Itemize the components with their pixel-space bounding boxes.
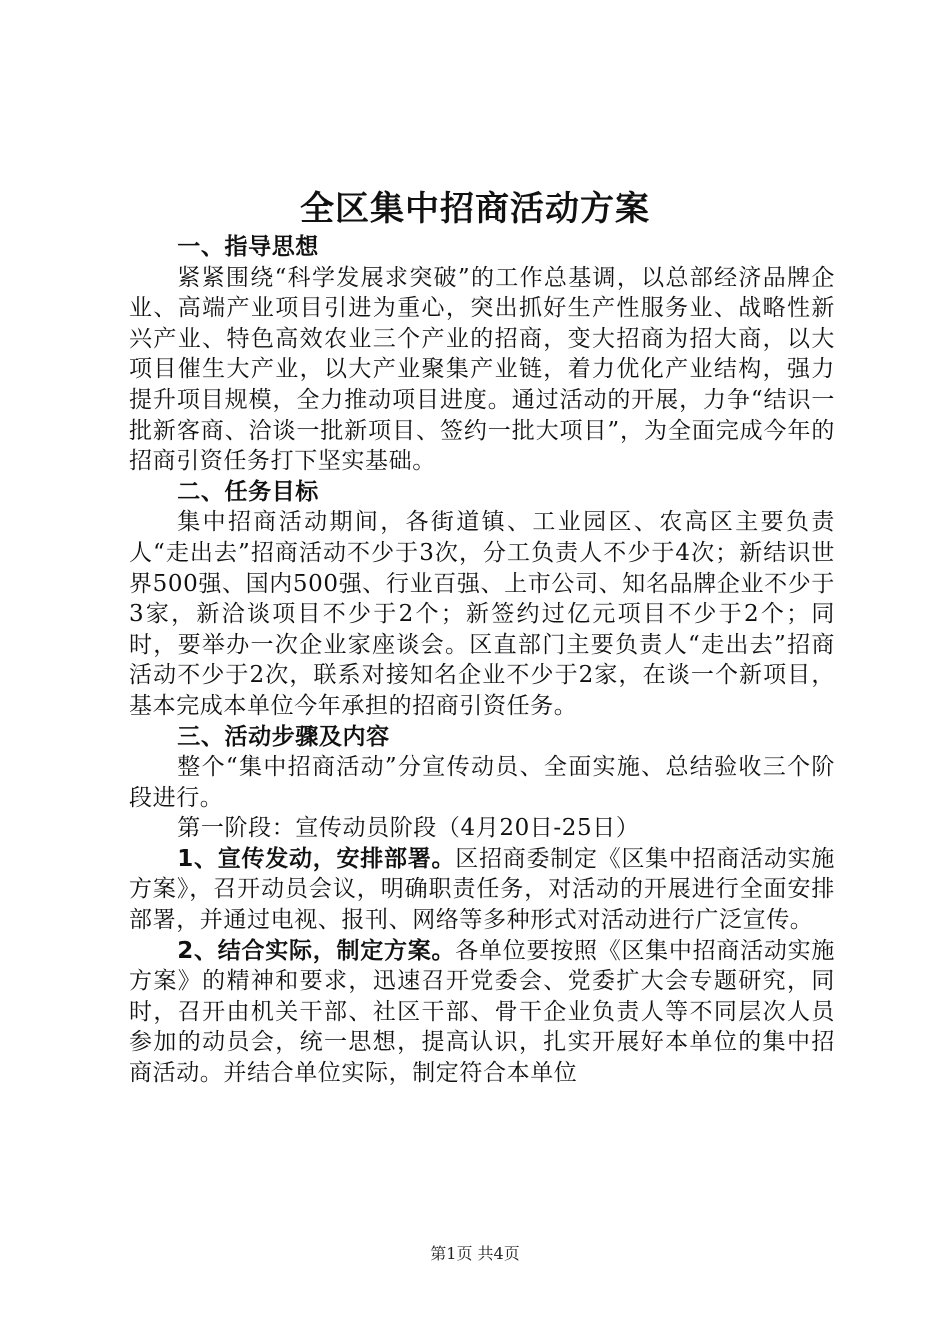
list-item-publicity [129,844,835,936]
list-item-text: 区招商委制定《区集中招商活动实施方案》，召开动员会议，明确职责任务，对活动的开展进行全面安排部署，并通过电视、报刊、网络等多种形式对活动进行广泛宣传。 [129,845,835,934]
section-heading-activity-steps: 三、活动步骤及内容 [177,723,390,750]
section-heading-guiding-ideology: 一、指导思想 [177,234,319,260]
paragraph-guiding-ideology: 紧紧围绕“科学发展求突破”的工作总基调，以总部经济品牌企业、高端产业项目引进为重心，突出抓好生产性服务业、战略性新兴产业、特色高效农业三个产业的招商，变大招商为招大商，以大项目催生大产业，以大产业聚集产业链，着力优化产业结构，强力提升项目规模，全力推动项目进度。通过活动的开展，力争“结识一批新客商、洽谈一批新项目、签约一批大项目”，为全面完成今年的招商引资任务打下坚实基础。 [129,264,835,475]
list-item-lead: 2、结合实际，制定方案。 [177,937,456,964]
page-footer: 第1页 共4页 [430,1244,520,1263]
list-item-text: 各单位要按照《区集中招商活动实施方案》的精神和要求，迅速召开党委会、党委扩大会专题研究，同时，召开由机关干部、社区干部、骨干企业负责人等不同层次人员参加的动员会，统一思想，提高认识，扎实开展好本单位的集中招商活动。并结合单位实际，制定符合本单位 [129,937,835,1087]
list-item-lead: 1、宣传发动，安排部署。 [177,845,456,872]
document-body [129,232,835,1089]
paragraph-activity-stages: 整个“集中招商活动”分宣传动员、全面实施、总结验收三个阶段进行。 [129,754,835,811]
document-title: 全区集中招商活动方案 [300,189,650,229]
list-item-plan [129,936,835,1089]
paragraph-stage-one: 第一阶段：宣传动员阶段（4月20日-25日） [177,815,640,842]
paragraph-task-goals: 集中招商活动期间，各街道镇、工业园区、农高区主要负责人“走出去”招商活动不少于3次，分工负责人不少于4次；新结识世界500强、国内500强、行业百强、上市公司、知名品牌企业不少于3家，新洽谈项目不少于2个；新签约过亿元项目不少于2个；同时，要举办一次企业家座谈会。区直部门主要负责人“走出去”招商活动不少于2次，联系对接知名企业不少于2家，在谈一个新项目，基本完成本单位今年承担的招商引资任务。 [129,509,835,719]
section-heading-task-goals: 二、任务目标 [177,478,319,505]
